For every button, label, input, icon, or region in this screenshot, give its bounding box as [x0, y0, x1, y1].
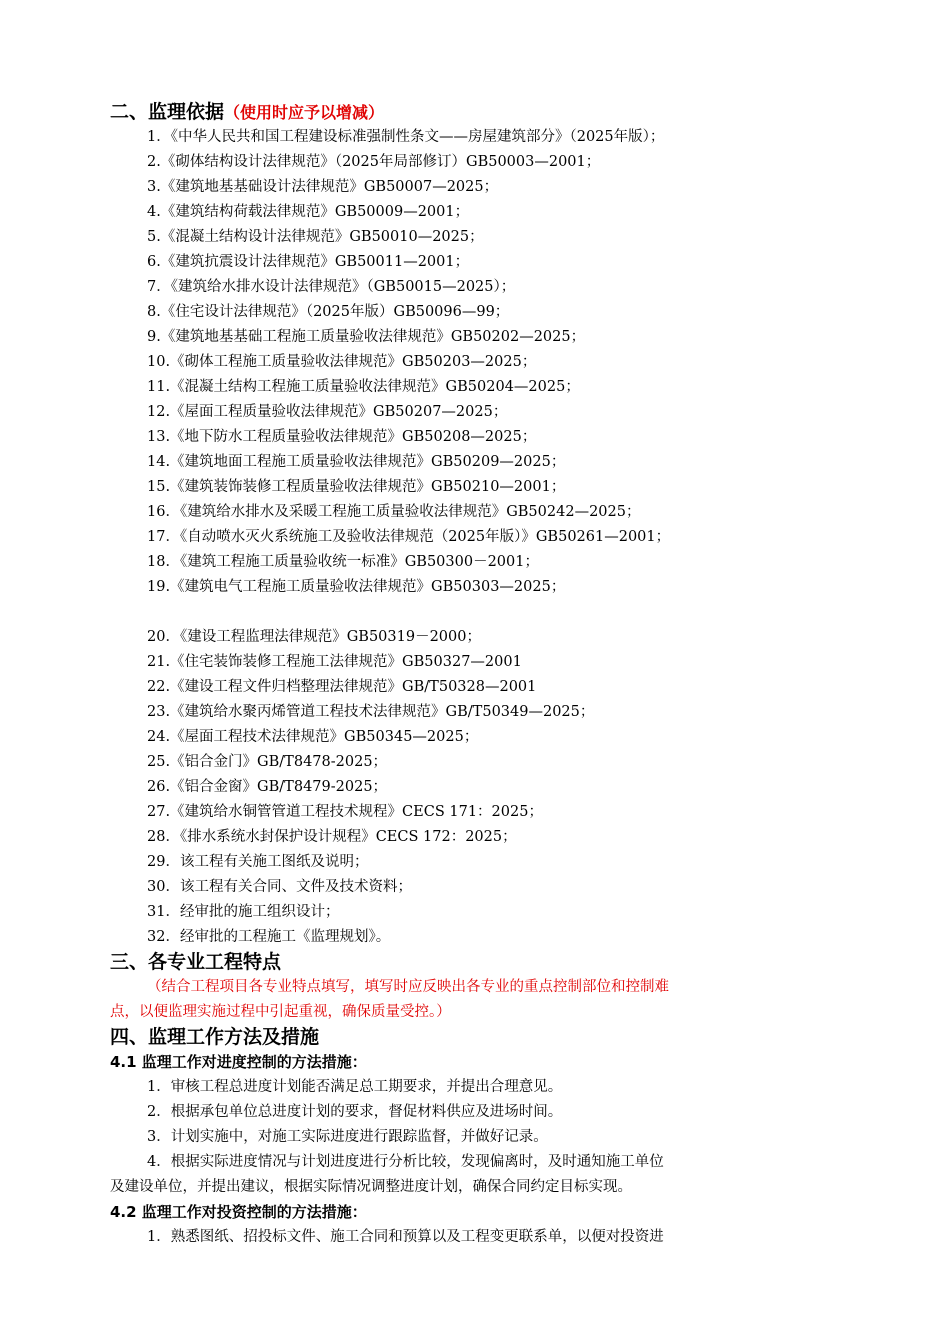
list-item: 14.《建筑地面工程施工质量验收法律规范》GB50209—2025；: [147, 454, 566, 470]
subsection-4-2-title: 4.2 监理工作对投资控制的方法措施：: [110, 1203, 367, 1221]
list-item: 31．经审批的施工组织设计；: [147, 904, 340, 920]
list-item: 29．该工程有关施工图纸及说明；: [147, 854, 369, 870]
list-item: 13.《地下防水工程质量验收法律规范》GB50208—2025；: [147, 429, 537, 445]
list-item: 32．经审批的工程施工《监理规划》。: [147, 929, 391, 945]
paragraph-item-4: [110, 1150, 850, 1200]
list-item: 27.《建筑给水铜管管道工程技术规程》CECS 171：2025；: [147, 804, 543, 820]
list-item: 26.《铝合金窗》GB/T8479-2025；: [147, 779, 388, 795]
section-3-note-line-2: 点，以便监理实施过程中引起重视，确保质量受控。）: [110, 1004, 451, 1020]
list-item: 20．《建设工程监理法律规范》GB50319－2000；: [147, 629, 481, 645]
list-item: 2.《砌体结构设计法律规范》（2025年局部修订）GB50003—2001；: [147, 154, 601, 170]
list-item: 23.《建筑给水聚丙烯管道工程技术法律规范》GB/T50349—2025；: [147, 704, 595, 720]
section-2-heading: [110, 100, 850, 125]
list-item: 3.《建筑地基基础设计法律规范》GB50007—2025；: [147, 179, 499, 195]
list-item: 3．计划实施中，对施工实际进度进行跟踪监督，并做好记录。: [147, 1129, 548, 1145]
paragraph-line-2: 及建设单位，并提出建议，根据实际情况调整进度计划，确保合同约定目标实现。: [110, 1179, 632, 1195]
blank-line: [110, 600, 850, 625]
list-item: 18．《建筑工程施工质量验收统一标准》GB50300－2001；: [147, 554, 539, 570]
list-item: 6.《建筑抗震设计法律规范》GB50011—2001；: [147, 254, 470, 270]
list-item: 5.《混凝土结构设计法律规范》GB50010—2025；: [147, 229, 484, 245]
list-item: 4.《建筑结构荷载法律规范》GB50009—2001；: [147, 204, 470, 220]
section-2-title: 二、监理依据: [110, 101, 225, 123]
section-3-note-line-1: （结合工程项目各专业特点填写，填写时应反映出各专业的重点控制部位和控制难: [147, 979, 669, 995]
basis-list-a: [110, 125, 850, 600]
list-item: 21.《住宅装饰装修工程施工法律规范》GB50327—2001: [147, 654, 522, 670]
list-item: 15.《建筑装饰装修工程质量验收法律规范》GB50210—2001；: [147, 479, 566, 495]
list-item: 7．《建筑给水排水设计法律规范》（GB50015—2025）；: [147, 279, 516, 295]
paragraph-line-1: 1．熟悉图纸、招投标文件、施工合同和预算以及工程变更联系单，以便对投资进: [147, 1229, 664, 1245]
list-item: 2．根据承包单位总进度计划的要求，督促材料供应及进场时间。: [147, 1104, 563, 1120]
subsection-4-1-title: 4.1 监理工作对进度控制的方法措施：: [110, 1053, 367, 1071]
list-item: 24.《屋面工程技术法律规范》GB50345—2025；: [147, 729, 479, 745]
document-content: [110, 100, 850, 1250]
list-item: 9.《建筑地基基础工程施工质量验收法律规范》GB50202—2025；: [147, 329, 586, 345]
list-item: 8.《住宅设计法律规范》（2025年版）GB50096—99；: [147, 304, 510, 320]
list-item: 16．《建筑给水排水及采暖工程施工质量验收法律规范》GB50242—2025；: [147, 504, 641, 520]
basis-list-b: [110, 625, 850, 950]
list-item: 30．该工程有关合同、文件及技术资料；: [147, 879, 412, 895]
paragraph-item-1: [110, 1225, 850, 1250]
paragraph-line-1: 4．根据实际进度情况与计划进度进行分析比较，发现偏离时，及时通知施工单位: [147, 1154, 664, 1170]
list-item: 17．《自动喷水灭火系统施工及验收法律规范（2025年版）》GB50261—2001；: [147, 529, 671, 545]
section-4-title: 四、监理工作方法及措施: [110, 1026, 320, 1048]
list-item: 25.《铝合金门》GB/T8478-2025；: [147, 754, 388, 770]
list-item: 11.《混凝土结构工程施工质量验收法律规范》GB50204—2025；: [147, 379, 580, 395]
list-item: 22.《建设工程文件归档整理法律规范》GB/T50328—2001: [147, 679, 537, 695]
section-2-note: （使用时应予以增减）: [224, 103, 385, 122]
list-item: 28．《排水系统水封保护设计规程》CECS 172：2025；: [147, 829, 517, 845]
list-item: 10.《砌体工程施工质量验收法律规范》GB50203—2025；: [147, 354, 537, 370]
list-item: 1．《中华人民共和国工程建设标准强制性条文——房屋建筑部分》（2025年版）；: [147, 129, 665, 145]
list-item: 12.《屋面工程质量验收法律规范》GB50207—2025；: [147, 404, 508, 420]
section-3-note: [110, 975, 850, 1025]
list-item: 19.《建筑电气工程施工质量验收法律规范》GB50303—2025；: [147, 579, 566, 595]
section-3-title: 三、各专业工程特点: [110, 951, 282, 973]
list-item: 1．审核工程总进度计划能否满足总工期要求，并提出合理意见。: [147, 1079, 563, 1095]
